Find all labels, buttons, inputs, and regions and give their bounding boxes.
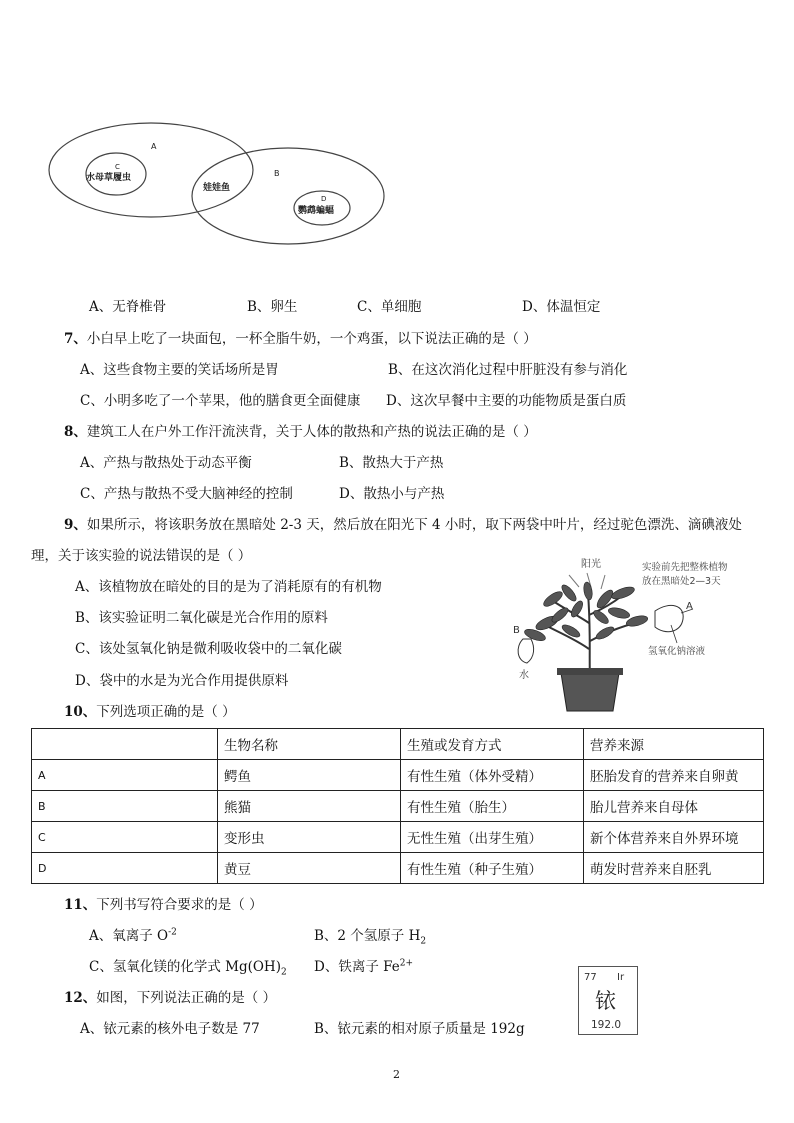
q6-option-a: A、无脊椎骨 bbox=[89, 299, 167, 315]
table-row bbox=[32, 760, 764, 791]
set-a-ellipse bbox=[49, 123, 253, 217]
q7-question bbox=[64, 330, 537, 348]
q8-question bbox=[64, 423, 537, 441]
q9-stem-1: 如果所示，将该职务放在黑暗处 2-3 天，然后放在阳光下 4 小时，取下两袋中叶片，经过驼色漂洗、滴碘液处 bbox=[86, 517, 742, 533]
table-cell: 有性生殖（胎生） bbox=[401, 791, 584, 822]
q12-question bbox=[64, 989, 276, 1007]
set-c-text: 水母草履虫 bbox=[86, 173, 132, 183]
q11-option-b-sub: 2 bbox=[420, 936, 427, 947]
q11-stem: 下列书写符合要求的是（ ） bbox=[96, 897, 263, 913]
table-row bbox=[32, 853, 764, 884]
q6-option-d: D、体温恒定 bbox=[522, 299, 601, 315]
q7-option-c: C、小明多吃了一个苹果，他的膳食更全面健康 bbox=[80, 393, 361, 409]
element-atomic-number: 77 bbox=[584, 972, 597, 983]
q8-option-d: D、散热小与产热 bbox=[339, 486, 445, 502]
table-cell: 有性生殖（体外受精） bbox=[401, 760, 584, 791]
q8-option-a: A、产热与散热处于动态平衡 bbox=[80, 455, 252, 471]
bag-b bbox=[518, 639, 534, 663]
q9-option-a: A、该植物放在暗处的目的是为了消耗原有的有机物 bbox=[75, 579, 382, 595]
q8-option-c: C、产热与散热不受大脑神经的控制 bbox=[80, 486, 293, 502]
q11-option-c-sub: 2 bbox=[280, 967, 287, 978]
q10-stem: 下列选项正确的是（ ） bbox=[96, 704, 236, 720]
dark-note-line2: 放在黑暗处2—3天 bbox=[642, 576, 721, 587]
q7-option-b: B、在这次消化过程中肝脏没有参与消化 bbox=[388, 362, 628, 378]
q10-question bbox=[64, 703, 236, 721]
q11-option-d bbox=[314, 958, 413, 976]
q9-question-line1 bbox=[64, 516, 742, 534]
q9-option-d: D、袋中的水是为光合作用提供原料 bbox=[75, 673, 289, 689]
set-d-label: D bbox=[321, 195, 327, 203]
table-header-cell bbox=[32, 729, 218, 760]
water-label: 水 bbox=[519, 670, 529, 681]
venn-diagram bbox=[40, 122, 400, 252]
table-row bbox=[32, 822, 764, 853]
table-cell: A bbox=[32, 760, 218, 791]
table-row bbox=[32, 791, 764, 822]
bag-b-label: B bbox=[513, 625, 520, 636]
table-cell: 变形虫 bbox=[218, 822, 401, 853]
q11-option-d-sup: 2+ bbox=[399, 958, 414, 969]
flower-pot bbox=[561, 673, 619, 711]
q9-option-c: C、该处氢氧化钠是微利吸收袋中的二氧化碳 bbox=[75, 641, 342, 657]
table-cell: 熊猫 bbox=[218, 791, 401, 822]
q11-option-a bbox=[89, 927, 177, 945]
table-cell: 胎儿营养来自母体 bbox=[584, 791, 764, 822]
q11-number: 11、 bbox=[64, 897, 97, 913]
element-card bbox=[578, 966, 638, 1035]
q7-option-d: D、这次早餐中主要的功能物质是蛋白质 bbox=[386, 393, 627, 409]
naoh-pointer bbox=[671, 625, 677, 643]
table-cell: 胚胎发育的营养来自卵黄 bbox=[584, 760, 764, 791]
table-header-row bbox=[32, 729, 764, 760]
table-cell: 黄豆 bbox=[218, 853, 401, 884]
set-a-label: A bbox=[151, 142, 157, 151]
element-atomic-mass: 192.0 bbox=[591, 1019, 622, 1031]
q9-number: 9、 bbox=[64, 517, 87, 533]
q7-stem: 小白早上吃了一块面包，一杯全脂牛奶，一个鸡蛋，以下说法正确的是（ ） bbox=[86, 331, 537, 347]
plant-leaves bbox=[523, 581, 649, 643]
q11-question bbox=[64, 896, 263, 914]
overlap-text: 娃娃鱼 bbox=[203, 183, 231, 193]
q11-option-b bbox=[314, 927, 426, 945]
element-name: 铱 bbox=[595, 989, 616, 1013]
table-cell: 有性生殖（种子生殖） bbox=[401, 853, 584, 884]
q12-number: 12、 bbox=[64, 990, 97, 1006]
sunlight-label: 阳光 bbox=[581, 559, 601, 570]
q7-option-a: A、这些食物主要的笑话场所是胃 bbox=[80, 362, 279, 378]
table-header-cell: 营养来源 bbox=[584, 729, 764, 760]
q8-number: 8、 bbox=[64, 424, 87, 440]
q6-option-c: C、单细胞 bbox=[357, 299, 422, 315]
set-b-label: B bbox=[274, 169, 280, 178]
naoh-label: 氢氧化钠溶液 bbox=[648, 646, 706, 657]
set-d-text: 鹦鹉蝙蝠 bbox=[298, 206, 335, 216]
q11-option-b-text: B、2 个氢原子 H bbox=[314, 928, 421, 944]
plant-experiment-figure bbox=[505, 553, 780, 715]
element-symbol: Ir bbox=[617, 972, 625, 983]
table-header-cell: 生物名称 bbox=[218, 729, 401, 760]
bag-a bbox=[655, 605, 683, 631]
q12-stem: 如图，下列说法正确的是（ ） bbox=[96, 990, 277, 1006]
table-cell: C bbox=[32, 822, 218, 853]
q12-option-a: A、铱元素的核外电子数是 77 bbox=[80, 1021, 260, 1037]
q10-table bbox=[31, 728, 764, 884]
set-b-ellipse bbox=[192, 148, 384, 244]
table-header-cell: 生殖或发育方式 bbox=[401, 729, 584, 760]
q7-number: 7、 bbox=[64, 331, 87, 347]
dark-note-line1: 实验前先把整株植物 bbox=[642, 562, 728, 573]
plant-stem bbox=[545, 593, 635, 681]
q11-option-c bbox=[89, 958, 287, 976]
q11-option-c-text: C、氢氧化镁的化学式 Mg(OH) bbox=[89, 959, 281, 975]
table-cell: B bbox=[32, 791, 218, 822]
set-c-label: C bbox=[115, 163, 120, 171]
q8-stem: 建筑工人在户外工作汗流浃背，关于人体的散热和产热的说法正确的是（ ） bbox=[86, 424, 537, 440]
q9-question-line2: 理，关于该实验的说法错误的是（ ） bbox=[31, 548, 252, 564]
table-cell: D bbox=[32, 853, 218, 884]
q10-number: 10、 bbox=[64, 704, 97, 720]
q6-option-b: B、卵生 bbox=[247, 299, 298, 315]
q11-option-a-sup: -2 bbox=[168, 927, 177, 938]
q11-option-d-text: D、铁离子 Fe bbox=[314, 959, 400, 975]
pot-rim bbox=[557, 668, 623, 675]
page-number: 2 bbox=[393, 1068, 400, 1081]
q11-option-a-text: A、氧离子 O bbox=[89, 928, 169, 944]
table-cell: 萌发时营养来自胚乳 bbox=[584, 853, 764, 884]
q8-option-b: B、散热大于产热 bbox=[339, 455, 444, 471]
table-cell: 鳄鱼 bbox=[218, 760, 401, 791]
table-cell: 新个体营养来自外界环境 bbox=[584, 822, 764, 853]
q9-option-b: B、该实验证明二氧化碳是光合作用的原料 bbox=[75, 610, 328, 626]
table-cell: 无性生殖（出芽生殖） bbox=[401, 822, 584, 853]
q12-option-b: B、铱元素的相对原子质量是 192g bbox=[314, 1021, 525, 1037]
bag-a-label: A bbox=[686, 601, 693, 612]
